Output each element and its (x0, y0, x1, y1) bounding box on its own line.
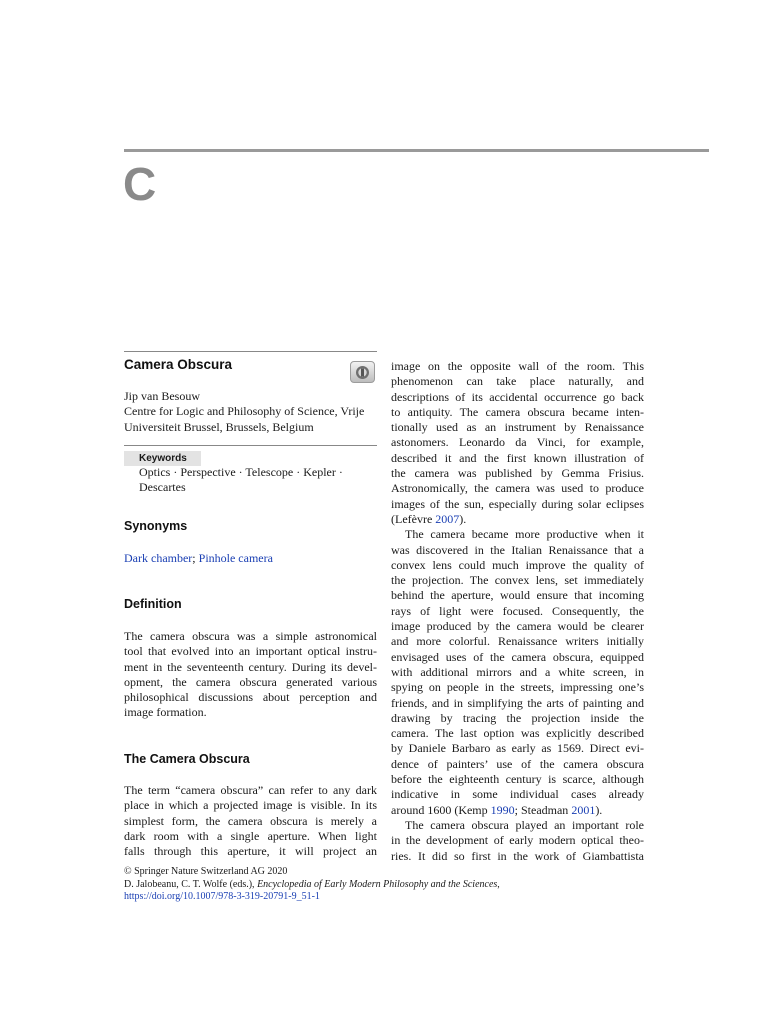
citation-text: (Lefèvre (391, 511, 436, 526)
synonyms-heading: Synonyms (124, 519, 188, 533)
synonyms-list (124, 551, 273, 566)
citation-book-title: Encyclopedia of Early Modern Philosophy and the Sciences (257, 878, 498, 890)
text-line: The camera obscura was a simple astronomical (124, 629, 377, 643)
author-block (124, 389, 377, 435)
text-line: to antiquity. The camera obscura became inten- (391, 404, 644, 419)
text-line: phenomenon can take place naturally, and (391, 374, 644, 389)
text-line: convex lens could much improve the quality of (391, 557, 644, 572)
text-line: was discovered in the Italian Renaissance that a (391, 542, 644, 557)
synonym-link-pinhole-camera[interactable]: Pinhole camera (198, 551, 273, 565)
keywords-line: Descartes (139, 480, 186, 495)
title-rule (124, 351, 377, 352)
text-line: in the development of early modern optical theo- (391, 833, 644, 848)
text-line: place in which a projected image is visible. In its (124, 798, 377, 813)
text-line: image produced by the camera would be clearer (391, 619, 644, 634)
text-line: philosophical discussions about perception and (124, 690, 377, 705)
citation-line (124, 879, 644, 892)
text-line: dence of painters’ use of the camera obscura (391, 756, 644, 771)
affiliation-line: Universiteit Brussel, Brussels, Belgium (124, 419, 314, 434)
text-line: friends, and in simplifying the arts of painting and (391, 695, 644, 710)
definition-paragraph (124, 629, 377, 721)
text-line: descriptions of its accidental occurrence go back (391, 389, 644, 404)
text-line: falls through this aperture, it will project an (124, 844, 377, 859)
citation-link-kemp-1990[interactable]: 1990 (490, 802, 515, 817)
text-line: tionally used as an instrument by Renaissance (391, 420, 644, 435)
text-line: indicative in some individual cases already (391, 787, 644, 802)
page-footer (124, 866, 644, 904)
camera-obscura-heading: The Camera Obscura (124, 752, 250, 766)
right-column (391, 359, 644, 864)
citation-link-lefevre-2007[interactable]: 2007 (435, 511, 460, 526)
text-line: the projection. The convex lens, set immediately (391, 573, 644, 588)
keywords-list (139, 465, 379, 496)
text-line: dark room with a single aperture. When light (124, 828, 377, 843)
article-title: Camera Obscura (124, 357, 233, 372)
text-line: by Daniele Barbaro as early as 1569. Direct evi- (391, 741, 644, 756)
copyright-line: © Springer Nature Switzerland AG 2020 (124, 866, 288, 877)
text-line: astonomers. Leonardo da Vinci, for example, (391, 435, 644, 450)
chapter-letter: C (123, 158, 157, 210)
text-line: The camera obscura played an important role (405, 817, 644, 832)
text-line: the camera was published by Gemma Frisius. (391, 466, 644, 481)
text-line: ment in the seventeenth century. During its devel- (124, 659, 377, 674)
text-line: drawing by tracing the projection inside the (391, 710, 644, 725)
text-line: and more colorful. Renaissance writers initially (391, 634, 644, 649)
text-line: ries. It did so first in the work of Giambattista (391, 848, 644, 863)
text-line: behind the aperture, would ensure that incoming (391, 588, 644, 603)
text-line: before the eighteenth century is scarce, although (391, 772, 644, 787)
text-line: simplest form, the camera obscura is merely a (124, 813, 377, 828)
synonym-separator: ; (192, 551, 199, 565)
crossmark-icon[interactable] (350, 361, 375, 383)
text-line: Astronomically, the camera was used to produce (391, 481, 644, 496)
citation-editors: D. Jalobeanu, C. T. Wolfe (eds.), (124, 878, 258, 890)
synonym-link-dark-chamber[interactable]: Dark chamber (124, 551, 193, 565)
text-line: image on the opposite wall of the room. This (391, 359, 644, 373)
text-line: described it and the first known illustration of (391, 450, 644, 465)
citation-suffix: , (497, 878, 500, 890)
text-line: camera. The last option was explicitly described (391, 726, 644, 741)
citation-link-steadman-2001[interactable]: 2001 (571, 802, 596, 817)
text-line: tool that evolved into an important optical instru- (124, 644, 377, 659)
text-line (391, 512, 644, 527)
definition-heading: Definition (124, 597, 182, 611)
text-line: envisaged uses of the camera obscura, equipped (391, 649, 644, 664)
affiliation-line: Centre for Logic and Philosophy of Science, Vrije (124, 404, 365, 419)
text-line: with additional mirrors and a white screen, in (391, 664, 644, 679)
author-name: Jip van Besouw (124, 389, 200, 403)
chapter-rule (124, 149, 709, 152)
text-line: images of the sun, especially during solar eclipses (391, 496, 644, 511)
text-line: opment, the camera obscura generated various (124, 674, 377, 689)
keywords-line: Optics · Perspective · Telescope · Kepler · (139, 465, 343, 479)
keywords-label: Keywords (124, 451, 201, 466)
text-line: spying on people in the streets, impressing one’s (391, 680, 644, 695)
text-line: The term “camera obscura” can refer to any dark (124, 783, 377, 797)
doi-link[interactable]: https://doi.org/10.1007/978-3-319-20791-9_51-1 (124, 891, 320, 902)
text-line: rays of light were focused. Consequently, the (391, 603, 644, 618)
affiliation-rule (124, 445, 377, 446)
citation-text: ). (595, 802, 603, 817)
text-line: image formation. (124, 705, 207, 720)
text-line: The camera became more productive when it (405, 527, 644, 542)
citation-text: around 1600 (Kemp (391, 802, 491, 817)
text-line (391, 803, 644, 818)
crossmark-glyph-icon (355, 365, 370, 380)
citation-text: ; Steadman (514, 802, 572, 817)
camera-obscura-paragraph (124, 783, 377, 859)
citation-text: ). (459, 511, 467, 526)
